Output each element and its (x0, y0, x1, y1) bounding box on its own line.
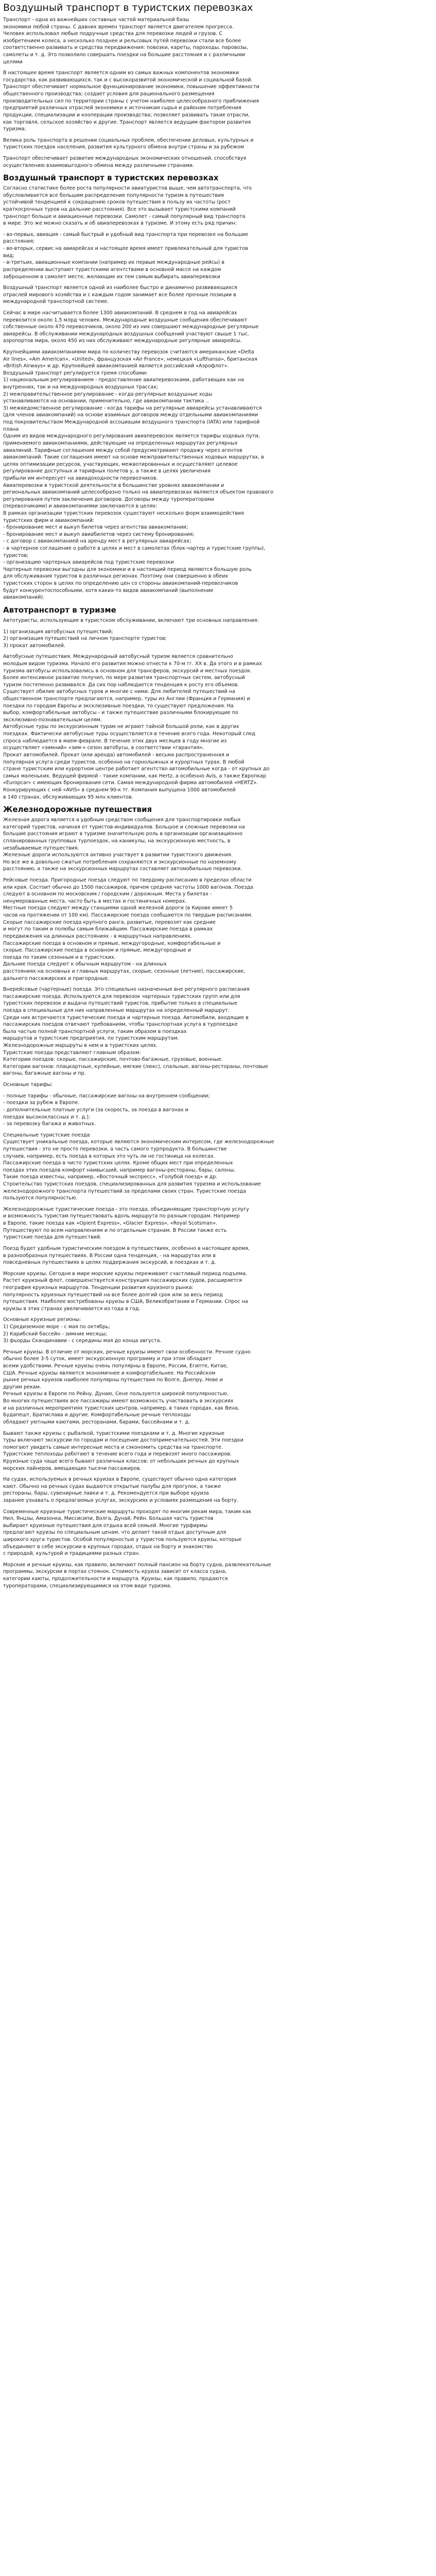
text-line: авиакомпаний). (3, 595, 45, 601)
text-line: Согласно статистике более роста популярности авиатуристов выше, чем автотранспорта, что (3, 185, 252, 192)
paragraph (3, 1270, 423, 1313)
paragraph (3, 1509, 423, 1557)
text-line: Железная дорога является а удобным средством сообщения для транспортировки любых (3, 817, 241, 823)
text-line: Воздушный транспорт регулируется тремя способами: (3, 370, 148, 376)
text-line: туристских сторон в целях по определению цен со стороны авиакомпаний-перевозчиков (3, 581, 238, 587)
section-heading: Автотранспорт в туризме (3, 605, 116, 615)
text-line: эксклюзивно-познавательным целям. (3, 717, 102, 723)
text-line: в 140 странах, обслуживающих 95 млн клиентов. (3, 794, 133, 800)
paragraph (3, 629, 423, 650)
text-line: региональных авиакомпаний целесообразно только на авиаперевозках являются объектом правового (3, 489, 274, 496)
text-line: расстоянию, а также на экскурсионных маршрутах составляет автомобильные перевозки. (3, 866, 242, 872)
text-line: целями (3, 59, 23, 65)
text-line: Основные тарифы: (3, 1082, 53, 1088)
text-line: в Европе, такие поезда как «Орient Express», «Glacier Express», «Royal Scotsman». (3, 1221, 218, 1227)
text-line: Строительство туристских поездов, специализированных для развития туризма и использование (3, 1181, 261, 1188)
text-line: Туристские поезда представляют главным образом: (3, 1049, 141, 1056)
text-line: для обслуживания туристов в различных регионах. Поэтому они совершенно в обеих (3, 573, 229, 580)
text-line: Современные круизные туристические маршруты проходят по многим рекам мира, таким как (3, 1509, 252, 1515)
text-line: осуществлению взаимовыгодного обмена между различными странами. (3, 162, 195, 168)
text-line: путешествия - это не просто перевозки, а часть самого турпродукта. В большинстве (3, 1146, 227, 1152)
text-line: соответственно развивать и средства передвижения: повозки, кареты, пароходы, паровозы, (3, 45, 248, 51)
paragraph (3, 1081, 423, 1089)
text-line: спроса наблюдается в маем-феврале. В течение этих двух месяцев в году многие из (3, 738, 227, 744)
section-heading: Воздушный транспорт в туристских перевозках (3, 173, 219, 183)
text-line: - дополнительные платные услуги (за скорость, за поезда в вагонах и (3, 1107, 188, 1113)
text-line: Более интенсивное развитие получил, по мере развития транспортных систем, автобусный (3, 675, 245, 681)
text-line: применяемого авиакомпаниями, действующие на определенных маршрутах регулярных (3, 440, 238, 446)
text-line: Воздушный транспорт является одной из наиболее быстро и динамично развивающихся (3, 285, 237, 291)
text-line: Автобусные туры по экскурсионным турам не играют тайной большой роли, как в других (3, 724, 239, 730)
text-line: Человек использовал любые подручные средства для перевозки людей и грузов. С (3, 31, 223, 37)
text-line: Велика роль транспорта в решении социальных проблем, обеспечении деловых, культурных и (3, 137, 254, 143)
paragraph (3, 16, 423, 65)
text-line: была частью полной транспортной услуги, таким образом в поездках (3, 1028, 187, 1035)
text-line: выбор, комфортабельные автобусы - и также путешествие различными блокирующие по (3, 710, 238, 716)
text-line: (перевозчиками) и авиакомпаниями заключаются в целях: (3, 503, 158, 510)
text-line: - в-третьих, авиационные компании (например их первые международные рейсы) в (3, 260, 224, 266)
text-line: другим рекам. (3, 1384, 41, 1390)
text-line: часов на протяжении от 100 км). Пассажирские поезда сообщаются по твердым расписаниям. (3, 912, 253, 919)
text-line: обусловливается все большим распределение популярности туризм в путешествия (3, 192, 224, 198)
text-line: под покровительством Международной ассоциации воздушного транспорта (IATA) или тарифной (3, 419, 260, 426)
text-line: пассажирских поездов отвечают требованиям, чтобы транспортная услуга в турпоездке (3, 1022, 238, 1028)
text-line: Железные дороги используются активно участвует в развитии туристского движения. (3, 852, 233, 858)
text-line: Транспорт обеспечивает нормальное функционирование экономики, повышение эффективности (3, 84, 259, 90)
paragraph (3, 1430, 423, 1472)
text-line: популярная услуга среди туристов, особенно на горнолыжных и курортных турах. В любой (3, 759, 245, 765)
text-line: - поездки за рубеж в Европе. (3, 1100, 80, 1106)
text-line: с природой, культурой и традициями разных стран. (3, 1551, 141, 1557)
text-line: популярность круизных путешествий на все более долгий срок или за весь период (3, 1292, 223, 1298)
text-line: - во-первых, авиация - самый быстрый и удобный вид транспорта при перевозке на большие (3, 231, 248, 238)
paragraph (3, 653, 423, 801)
text-line: - организацию чартерных авиарейсов под туристские перевозки (3, 560, 174, 566)
text-line: Крупнейшими авиакомпаниями мира по количеству перевозок считаются американские «Delta (3, 349, 254, 355)
section-heading: Железнодорожные путешествия (3, 805, 152, 815)
text-line: передвижения на длинных расстояниях - в маршрутных направлениях. (3, 933, 192, 939)
paragraph (3, 1562, 423, 1589)
text-line: Внерейсовые (чартерные) поезда. Это специально назначенные вне регулярного расписания (3, 987, 250, 993)
text-line: в мире. Это же можно сказать и об авиаперевозках в туризме. И этому есть ряд причин: (3, 221, 237, 227)
text-line: целях оптимизации ресурсов, участвующих, межвотированных и осуществляют целевое (3, 461, 238, 467)
text-line: незабываемые путешествия. (3, 845, 79, 851)
paragraph (3, 1132, 423, 1202)
text-line: туры включают экскурсии по городам и посещение достопримечательностей. Эти поездки (3, 1437, 243, 1444)
text-line: категорий туристов, начиная от туристов-индивидуалов. Большое и сложные перевозки на (3, 824, 245, 830)
text-line: - полные тарифы - обычные, пассажирские вагоны на внутреннем сообщении; (3, 1093, 210, 1099)
text-line: туризма. (3, 126, 26, 132)
text-line: внутренних, так и на международных воздушных трассах; (3, 384, 159, 391)
text-line: 1) организация автобусных путешествий; (3, 629, 113, 635)
text-line: Автобусные путешествия. Международный автобусный туризм является сравнительно (3, 654, 233, 660)
text-line: отраслей мирового хозяйства и с каждым годом занимает все более прочные позиции в (3, 292, 236, 298)
text-line: краткосрочных туров на дальние расстояния). Все это вызывает туристскими компаний (3, 207, 236, 213)
text-line: Категории поездов: скорые, пассажирские, почтово-багажные, грузовые, военные. (3, 1057, 223, 1063)
text-line: Путешествуют по всем направлениям и по отдельным странам. В России также есть (3, 1227, 227, 1233)
text-line: Одним из видов международного регулирования авиаперевозок является тарифы ходовых пути, (3, 433, 260, 439)
text-line: широкого круга туристов. Особой популярностью у туристов пользуются круизы, которые (3, 1537, 242, 1543)
text-line: путешествия. Наиболее востребованы круизы в США, Великобритании и Германии. Спрос на (3, 1299, 248, 1305)
text-line: 3) прокат автомобилей. (3, 642, 66, 649)
text-line: скорые. Пассажирские поезда в основном и прямые, междугородные и (3, 947, 191, 954)
text-line: Пассажирские поезда в чисто туристских целях. Кроме общих мест при определенных (3, 1160, 233, 1166)
text-line: туроператорами, специализирующимися на этом виде туризма. (3, 1583, 172, 1589)
text-line: государства, как развивающихся, так и с высокоразвитой экономической и социальной базой. (3, 77, 253, 83)
text-line: обычно более 3-5 суток, имеет экскурсионную программу и при этом обладает (3, 1356, 212, 1362)
text-line: туристских поездок населения, развития культурного обмена внутри страны и за рубежом (3, 144, 245, 150)
text-line: Растет круизный флот, совершенствуется конструкция пассажирских судов, расширяется (3, 1278, 242, 1284)
paragraph (3, 349, 423, 601)
text-line: аэропортов мира, около 450 из них обслуживают международные регулярные авиарейсы. (3, 338, 242, 344)
text-line: Бывают также круизы с рыбалкой, туристскими поездками и т. д. Многие круизные (3, 1430, 224, 1436)
text-line: Прокат автомобилей. Прокат (или аренда) автомобилей - весьма распространенная и (3, 752, 230, 758)
text-line: изобретением колеса, а несколько позднее и рельсовых путей перевозки стали все более (3, 38, 241, 44)
text-line: стране туристским или курортном центре работает агентство автомобильные когда - от крупных до (3, 766, 270, 772)
text-line: Существует уникальные поезда, которые являются экономическим интересом, где железнодорожные (3, 1139, 274, 1145)
text-line: - за перевозку багажа и животных. (3, 1121, 96, 1127)
text-line: Поезд будет удобным туристическим поездом в путешествиях, особенно в настоящее время, (3, 1245, 250, 1251)
text-line: Речные круизы в Европе по Рейну, Дунаю, Сене пользуются широкой популярностью. (3, 1391, 229, 1397)
text-line: Такие поезда известны, например, «Восточный экспресс», «Голубой поезд» и др. (3, 1174, 218, 1180)
text-line: Речные круизы. В отличие от морских, речные круизы имеют свои особенности. Речное судно (3, 1349, 251, 1355)
paragraph (3, 1206, 423, 1241)
text-line: Сейчас в мире насчитывается более 1300 авиакомпаний. В среднем в год на авиарейсах (3, 310, 237, 316)
text-line: Местные поезда следуют между станциями одной железной дороги (в Кирове имеет 5 (3, 905, 233, 911)
text-line: железнодорожного транспорта путешествий за пределами своих стран. Туристские поезда (3, 1188, 247, 1194)
text-line: плана (3, 426, 19, 432)
text-line: в разнообразных путешествиях. В России одна тенденция, - на маршрутах или в (3, 1252, 216, 1259)
text-line: рестораны, бары, сувенирные лавки и т. д. Рекомендуется при выборе круиза (3, 1490, 209, 1497)
text-line: устойчивой тенденцией к сокращению сроков путешествия в пользу их частоты (рост (3, 199, 231, 206)
text-line: объединяют в себе экскурсии в крупных городах, отдых на борту и знакомство (3, 1544, 213, 1550)
text-line: Но все же в довольно сжатые потребления сохраняются и экскурсионные по наземному (3, 859, 237, 865)
text-line: продукции, специализации и кооперации производства; позволяет развивать такие отрасли, (3, 112, 250, 118)
text-line: прибыли им интересует на авиадоходности перевозчиков. (3, 475, 158, 481)
text-line: Скорые пассажирские поезда крупного ранга, развитые, перевозят как средние (3, 919, 216, 925)
text-line: Туристские теплоходы работают в течение всего года и перевозят много пассажиров. (3, 1451, 232, 1458)
text-line: - бронирование мест и выкуп билетов через агентства авиакомпании; (3, 524, 188, 531)
text-line: В настоящее время транспорт является одним из самых важных компонентов экономики (3, 70, 239, 76)
text-line: туристских фирм и авиакомпаний: (3, 517, 95, 523)
text-line: Специальные туристские поезда (3, 1132, 90, 1138)
paragraph (3, 231, 423, 280)
text-line: случаев, например, есть поезда в которых это чуть ли не гостиница на колесах. (3, 1153, 215, 1159)
article-body (3, 16, 423, 1589)
text-line: авиалиний. Тарифные соглашения между собой предусматривают продажу через агентов (3, 447, 242, 453)
text-line: маршрутов и туристские предприятия, по туристским маршрутам. (3, 1036, 179, 1042)
text-line: вид; (3, 252, 14, 259)
paragraph (3, 877, 423, 982)
text-line: Пассажирские поезда в основном и прямые, междугородные, комфортабельные и (3, 940, 221, 946)
text-line: экономики любой страны. С давних времен транспорт является двигателем прогресса. (3, 24, 234, 30)
text-line: Транспорт обеспечивает развитие международных экономических отношений, способствуя (3, 155, 247, 161)
paragraph (3, 70, 423, 132)
text-line: Транспорт - одна из важнейших составных частей материальной базы (3, 17, 189, 23)
text-line: дальнего пассажирских и пригородные. (3, 975, 110, 981)
text-line: Железнодорожные туристические поезда - это поезда, объединяющие транспортную услугу (3, 1206, 249, 1212)
text-line: Железнодорожные маршруты в нем и в туристских целях. (3, 1043, 158, 1049)
text-line: Автотуристы, использующие в туристском обслуживании, включают три основных направления: (3, 617, 259, 623)
text-line: поездах этих поездов комфорт наивысший, например вагоны-рестораны, бары, салоны. (3, 1167, 236, 1173)
text-line: - в чартерное соглашение о работе в целях и мест в самолетах (блок-чартер и туристские группы), (3, 546, 266, 552)
text-line: авиакомпаний. Такие соглашения имеют на основе межправительственных ходовых маршрутах, в (3, 454, 264, 461)
text-line: будут конкурентоспособными, хотя каких-то видов авиакомпаний (выполнение (3, 587, 214, 594)
text-line: осуществляет «зимний» «зим-» сезон автобусы, в соответствии «гарантия». (3, 745, 204, 751)
text-line: В рамках организации туристских перевозок существуют несколько форм взаимодействия (3, 511, 244, 516)
paragraph (3, 185, 423, 227)
text-line: регулирование доступных и тарифных полетов у, а также в целях увеличения (3, 468, 211, 474)
text-line: самых маленьких. Ведущей фирмой - такие компании, как Hertz, а особенно Avis, а также Европкар (3, 773, 267, 779)
text-line: Нил, Янцзы, Амазонка, Миссисипи, Волга, Дунай, Рейн. Большая часть туристов (3, 1516, 214, 1522)
paragraph (3, 986, 423, 1077)
text-line: авиарейсы. В обслуживании международных воздушных сообщений участвуют свыше 1 тыс. (3, 331, 249, 337)
text-line: «Europcar» с имеющих бронирования сети. Самая международной фирма автомобилей «HERTZ». (3, 780, 258, 786)
paragraph (3, 155, 423, 169)
text-line: перевозится около 1,5 млрд человек. Международные воздушные сообщения обеспечивают (3, 317, 248, 323)
text-line: Морские и речные круизы, как правило, включают полный пансион на борту судна, развлекательные (3, 1562, 271, 1568)
text-line: поездках. Фактически автобусные туры осуществляется в течение всего года. Некоторый след (3, 731, 255, 737)
text-line: США. Речные круизы являются экономичнее и комфортабельнее. На Российском (3, 1370, 216, 1376)
text-line: поездки по городам Европы и эксклюзивные поездки, то существуют предложения. На (3, 703, 234, 709)
text-line: Будапешт, Братислава и другие. Комфортабельные речные теплоходы (3, 1412, 191, 1418)
text-line: общественного производства; создает условия для рационального размещения (3, 91, 215, 97)
text-line: и возможность туристам путешествовать вдоль маршрута по разным городам. Например (3, 1213, 240, 1219)
text-line: спланированных групповых турпоездок, на каникулы, на экскурсионную местность, в (3, 838, 231, 844)
text-line: и могут по таким и полюбы самым ближайшим. Пассажирские поезда в рамках (3, 926, 213, 933)
text-line: - с договор с авиакомпанией на аренду мест в регулярных авиарейсах; (3, 538, 191, 545)
text-line: рынке речных круизов наиболее популярны путешествия по Волге, Днепру, Неве и (3, 1377, 223, 1383)
text-line: ненумерованные места, часто быть в местах и гостиничных номерах. (3, 898, 187, 904)
text-line: Во многих путешествиях все пассажиры имеют возможность участвовать в экскурсиях (3, 1398, 234, 1404)
paragraph (3, 817, 423, 873)
text-line: 2) организация путешествий на личном транспорте туристов; (3, 636, 167, 642)
text-line: программы, экскурсии в портах стоянок. Стоимость круиза зависит от класса судна, (3, 1569, 227, 1575)
paragraph (3, 284, 423, 306)
text-line: большие расстояния играют в туризме значительную роль в организации организационно (3, 831, 242, 837)
text-line: круизы в этих странах увеличивается из года в год. (3, 1306, 141, 1312)
text-line: или края. Состоит обычно до 1500 пассажиров, причем средняя частоты 1000 вагонов. Поезда (3, 884, 253, 890)
text-line: Чартерные перевозки выгодны для экономики и в настоящий период являются большую роль (3, 566, 252, 572)
text-line: и на различных мероприятиях туристских центров, например, в таких городах, как Вена, (3, 1405, 239, 1411)
text-line: туризм постепенно развивался. Да сих пор наблюдается тенденция к росту его объемов. (3, 682, 239, 688)
text-line: Существует обилие автобусных туров и многие с ними. Для любителей путешествий на (3, 689, 235, 695)
text-line: пользуются популярностью. (3, 1195, 78, 1201)
text-line: международной транспортной системе. (3, 299, 109, 305)
text-line: туристские поезда для путешествий. (3, 1234, 102, 1241)
text-line: устанавливаются на основании, применительно, где авиакомпании тактика .. (3, 398, 209, 404)
text-line: туристов; (3, 552, 29, 558)
text-line: самолеты и т. д. Это позволило совершать поездки на большие расстояния и с различными (3, 52, 246, 58)
page-title: Воздушный транспорт в туристских перевозках (3, 2, 253, 13)
text-line: предлагают круизы по специальным ценам, что делает такой отдых доступным для (3, 1530, 226, 1536)
text-line: Круизные суда чаще всего бывают различных классов: от небольших речных до крупных (3, 1458, 239, 1464)
text-line: 3) межведомственное регулирование - когда тарифы на регулярные авиарейсы устанавливаются (3, 405, 262, 411)
text-line: следуют в основном по московским / городским / дорожным. Места у билетах - (3, 891, 212, 897)
text-line: заранее узнавать о предлагаемых услугах, экскурсиях и условиях размещения на борту. (3, 1498, 238, 1503)
text-line: 2) межправительственное регулирование - когда регулярные воздушные ходы (3, 391, 213, 397)
text-line: Категории вагонов: плацкартные, купейные, мягкие (люкс), спальные, вагоны-рестораны, почтовые (3, 1063, 268, 1070)
text-line: производительных сил по территории страны с учетом наиболее целесообразного приближения (3, 98, 259, 104)
text-line: поездах высококлассных и т. д.); (3, 1114, 90, 1120)
text-line: Морские круизы. Сегодня в мире морские круизы переживают счастливый период подъема. (3, 1270, 248, 1277)
text-line: 3) фьорды Скандинавии - с середины мая до конца августа. (3, 1338, 162, 1344)
text-line: туризма автобусы использовались в основном для трансферов, экскурсий и местных поездок. (3, 668, 252, 674)
text-line: Air lines», «Am American», «United», французская «Air France», немецкая «Lufthansa», британская (3, 356, 257, 362)
text-line: обладают уютными каютами, ресторанами, барами, бассейнами и т. д. (3, 1419, 190, 1425)
paragraph (3, 137, 423, 151)
text-line: 2) Карибский бассейн - зимние месяцы; (3, 1331, 108, 1337)
text-line: категории каюты, продолжительности и маршрута. Круизы, как правило, продаются (3, 1576, 228, 1582)
text-line: 1) национальным регулированием - предоставление авиаперевозками, работающих как на (3, 377, 244, 383)
text-line: предприятий различных отраслей экономики к источникам сырья и районам потребления (3, 105, 241, 111)
text-line: помогают увидеть самые интересные места и сэкономить средства на транспорте. (3, 1444, 223, 1450)
paragraph (3, 310, 423, 345)
text-line: кают. Обычно на речных судах выдаются открытые палубы для прогулок, а также (3, 1483, 221, 1489)
paragraph (3, 1316, 423, 1344)
paragraph (3, 617, 423, 624)
text-line: морских лайнеров, вмещающих тысячи пассажиров. (3, 1465, 142, 1471)
text-line: - во-вторых, сервис на авиарейсах и настоящее время имеет привлекательный для туристов (3, 246, 248, 252)
text-line: Рейсовые поезда. Пригородные поезда следуют по твердому расписанию в пределах области (3, 877, 252, 884)
text-line: пассажирские поезда. Используются для перевозок чартерных туристских групп или для (3, 993, 240, 999)
text-line: На судах, используемых в речных круизах в Европе, существует обычно одна категория (3, 1477, 236, 1483)
text-line: повседневных путешествиях в целях поддержания экскурсий, в поездках и т. д. (3, 1260, 216, 1266)
text-line: поезда по таким сезонным и в туристских. (3, 954, 116, 960)
text-line: общественном транспорте предлагаются, например, туры из Англии (Франция и Германия) и (3, 696, 250, 702)
text-line: всеми удобствами. Речные круизы очень популярны в Европе, России, Египте, Китае, (3, 1363, 228, 1369)
text-line: заброшенном в самолет месте, желающие их тем самым выбирать авиаперевозки (3, 274, 220, 280)
paragraph (3, 1476, 423, 1504)
text-line: «British Airways» и др. Крупнейшей авиакомпанией является российский «Аэрофлот». (3, 363, 229, 369)
text-line: Конкурирующих с ней «AVIS» в среднем 90-к тг. Компания выпущена 1000 автомобилей (3, 787, 236, 793)
paragraph (3, 1349, 423, 1426)
text-line: регулирования путем заключения договоров. Договоры между туроператорами (3, 496, 215, 502)
text-line: - бронирование мест и выкуп авиабилетов через систему бронирования; (3, 531, 195, 537)
text-line: 1) Средиземное море - с мая по октябрь; (3, 1324, 110, 1330)
text-line: Основные круизные регионы: (3, 1317, 81, 1323)
text-line: Среди них встречаются туристические поезда и чартерные поезда. Автомобили, входящие в (3, 1014, 249, 1021)
text-line: туристских перевозок и выдача путешествий туристов, прибытие только в специальные (3, 1001, 238, 1007)
text-line: Дальние поезда следуют к обычным маршрутом - на длинных (3, 961, 167, 968)
text-line: молодым видом туризма. Начало его развития можно отнести к 70-м гг. ХХ в. Да этого и в рамках (3, 660, 262, 667)
paragraph (3, 1245, 423, 1266)
text-line: Авиаперевозки в туристской деятельности в большинстве уровнях авиакомпании и (3, 482, 224, 488)
text-line: выбирает круизные путешествия для отдыха всей семьей. Многие турфирмы (3, 1522, 207, 1529)
text-line: (для членов авиакомпаний) на основе взаимных договоров между отдельными авиакомпаниями (3, 412, 258, 418)
text-line: вагоны, багажные вагоны и пр. (3, 1071, 86, 1077)
text-line: расстояниях на основных и главных маршрутах, скорые, сезонные (летние), пассажирские, (3, 968, 246, 974)
paragraph (3, 1093, 423, 1128)
text-line: поезда в специальные для них направленные маршрутах на определенный маршрут. (3, 1008, 230, 1013)
document (0, 2, 428, 1589)
text-line: собственные около 470 перевозчиков, около 200 из них совершают международные регулярные (3, 324, 259, 330)
text-line: как торговля, сельское хозяйство и другие. Транспорт является ведущим фактором развития (3, 119, 251, 125)
text-line: расстояния; (3, 239, 35, 245)
text-line: география круизных маршрутов. Тенденции развития круизного рынка: (3, 1284, 194, 1291)
text-line: транспорт больше и авиационные перевозки. Самолет - самый популярный вид транспорта (3, 213, 246, 219)
text-line: распределении выступают туристскими агентствами в основной массе на каждом (3, 266, 221, 273)
